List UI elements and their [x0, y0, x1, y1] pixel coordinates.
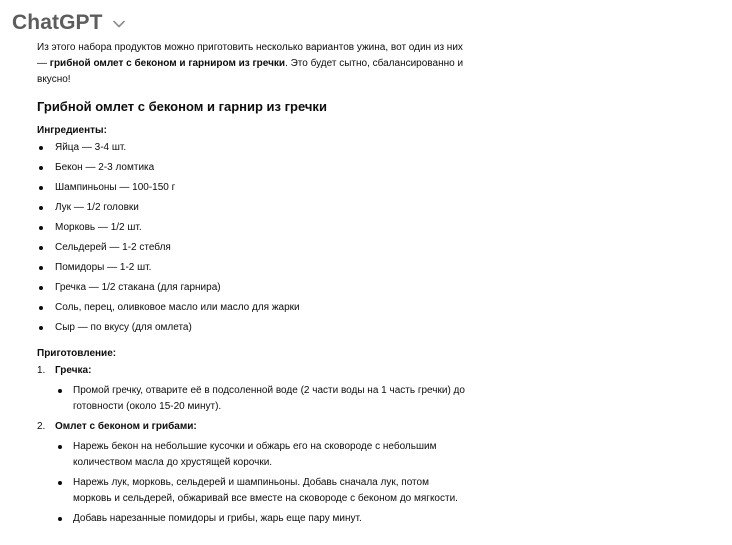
ingredient-item: Помидоры — 1-2 шт. — [37, 260, 300, 280]
ingredient-item: Яйца — 3-4 шт. — [37, 140, 300, 160]
step-header — [37, 363, 467, 379]
step-header — [37, 419, 467, 435]
step-number: 2. — [37, 421, 46, 432]
chevron-down-icon[interactable] — [112, 17, 126, 31]
preparation-label: Приготовление: — [37, 348, 117, 359]
step-items — [37, 439, 467, 527]
step-item: Добавь нарезанные помидоры и грибы, жарь еще пару минут. — [37, 511, 467, 527]
step-number: 1. — [37, 365, 46, 376]
step-1 — [37, 363, 467, 415]
ingredient-item: Соль, перец, оливковое масло или масло для жарки — [37, 300, 300, 320]
step-2 — [37, 419, 467, 527]
model-selector-title[interactable]: ChatGPT — [12, 11, 103, 34]
ingredient-item: Сельдерей — 1-2 стебля — [37, 240, 300, 260]
step-title: Гречка: — [55, 365, 92, 376]
chat-header — [12, 8, 126, 38]
ingredient-item: Гречка — 1/2 стакана (для гарнира) — [37, 280, 300, 300]
intro-bold: грибной омлет с беконом и гарниром из гречки — [49, 58, 286, 69]
assistant-message — [37, 40, 467, 524]
ingredients-label: Ингредиенты: — [37, 125, 107, 136]
ingredient-item: Бекон — 2-3 ломтика — [37, 160, 300, 180]
ingredient-item: Морковь — 1/2 шт. — [37, 220, 300, 240]
ingredient-item: Лук — 1/2 головки — [37, 200, 300, 220]
step-item: Промой гречку, отварите её в подсоленной воде (2 части воды на 1 часть гречки) до готовности (около 15-20 минут). — [37, 383, 467, 415]
step-item: Нарежь лук, морковь, сельдерей и шампиньоны. Добавь сначала лук, потом морковь и сельдерей, обжаривай все вместе на сковороде с беконом до мягкости. — [37, 475, 467, 507]
ingredient-item: Шампиньоны — 100-150 г — [37, 180, 300, 200]
intro-paragraph: Из этого набора продуктов можно приготовить несколько вариантов ужина, вот один из них — грибной омлет с беконом и гарниром из гречки. Это будет сытно, сбалансированно и вкусно! — [37, 42, 464, 85]
ingredients-list — [37, 140, 300, 340]
step-item: Нарежь бекон на небольшие кусочки и обжарь его на сковороде с небольшим количеством масла до хрустящей корочки. — [37, 439, 467, 471]
ingredient-item: Сыр — по вкусу (для омлета) — [37, 320, 300, 340]
step-title: Омлет с беконом и грибами: — [55, 421, 197, 432]
step-items — [37, 383, 467, 415]
recipe-heading: Грибной омлет с беконом и гарнир из гречки — [37, 99, 327, 114]
